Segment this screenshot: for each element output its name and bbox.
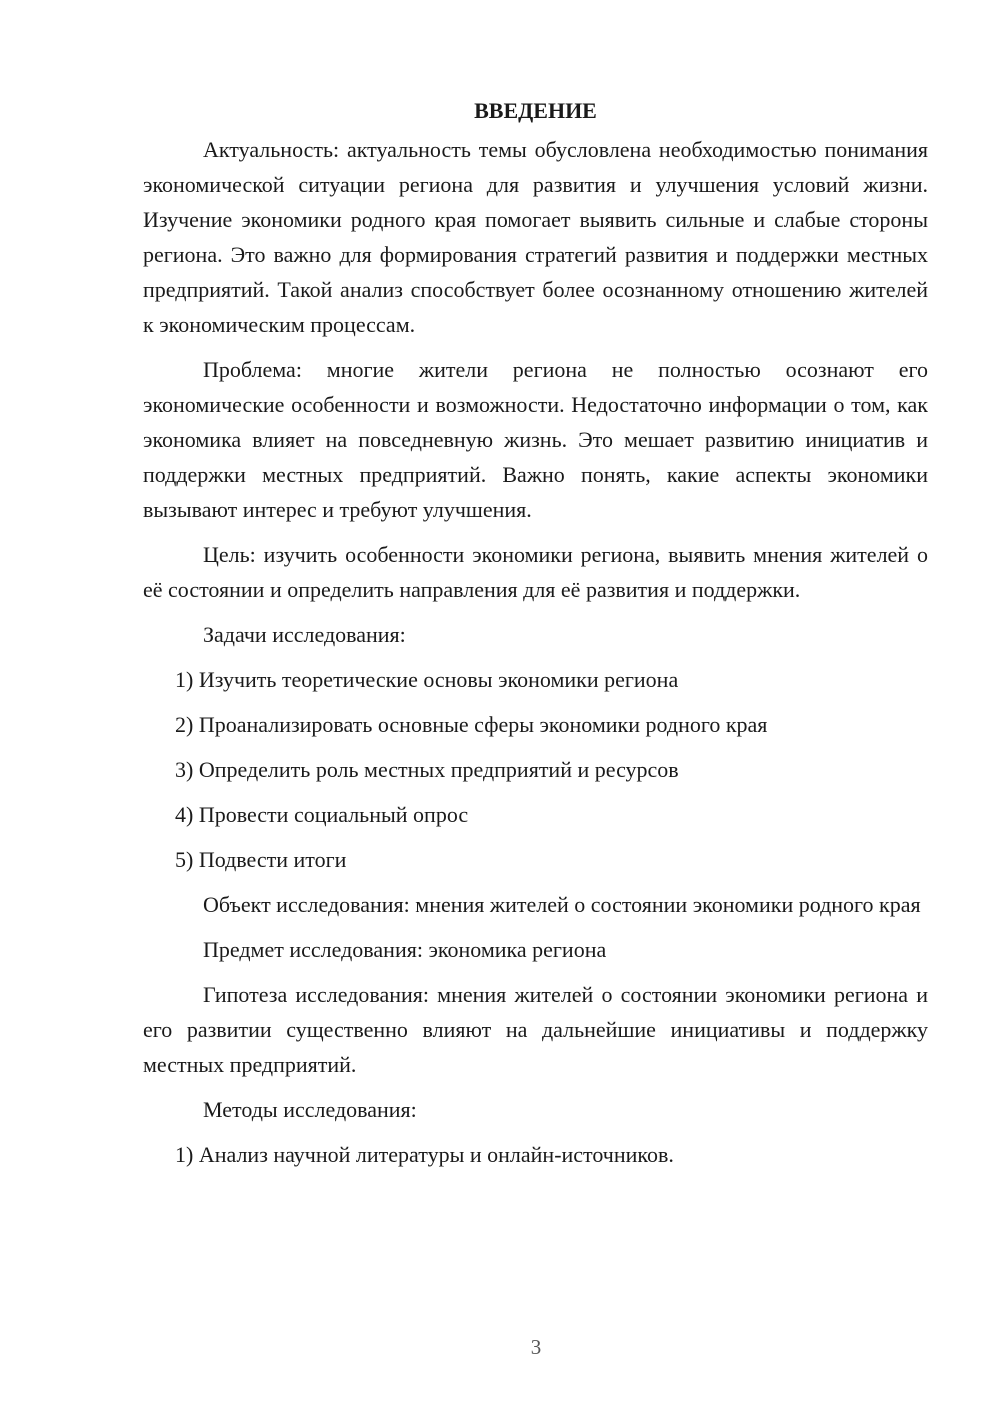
method-item: 1) Анализ научной литературы и онлайн-источников. xyxy=(175,1142,674,1167)
relevance-paragraph: Актуальность: актуальность темы обусловлена необходимостью понимания экономической ситуации региона для развития и улучшения условий жизни. Изучение экономики родного края помогает выявить сильные и слабые стороны региона. Это важно для формирования стратегий развития и поддержки местных предприятий. Такой анализ способствует более осознанному отношению жителей к экономическим процессам. xyxy=(143,137,928,337)
task-item: 2) Проанализировать основные сферы экономики родного края xyxy=(175,712,768,737)
task-item: 1) Изучить теоретические основы экономики региона xyxy=(175,667,679,692)
goal-paragraph: Цель: изучить особенности экономики региона, выявить мнения жителей о её состоянии и определить направления для её развития и поддержки. xyxy=(143,542,928,602)
object-paragraph: Объект исследования: мнения жителей о состоянии экономики родного края xyxy=(203,892,921,917)
task-item: 4) Провести социальный опрос xyxy=(175,802,469,827)
hypothesis-paragraph: Гипотеза исследования: мнения жителей о состоянии экономики региона и его развитии существенно влияют на дальнейшие инициативы и поддержку местных предприятий. xyxy=(143,982,928,1077)
methods-heading: Методы исследования: xyxy=(203,1097,417,1122)
problem-paragraph: Проблема: многие жители региона не полностью осознают его экономические особенности и возможности. Недостаточно информации о том, как экономика влияет на повседневную жизнь. Это мешает развитию инициатив и поддержки местных предприятий. Важно понять, какие аспекты экономики вызывают интерес и требуют улучшения. xyxy=(143,357,928,522)
section-title: ВВЕДЕНИЕ xyxy=(474,98,597,123)
task-item: 5) Подвести итоги xyxy=(175,847,347,872)
document-page xyxy=(143,93,928,1182)
tasks-heading: Задачи исследования: xyxy=(203,622,406,647)
task-item: 3) Определить роль местных предприятий и ресурсов xyxy=(175,757,679,782)
subject-paragraph: Предмет исследования: экономика региона xyxy=(203,937,607,962)
page-number: 3 xyxy=(530,1335,542,1359)
